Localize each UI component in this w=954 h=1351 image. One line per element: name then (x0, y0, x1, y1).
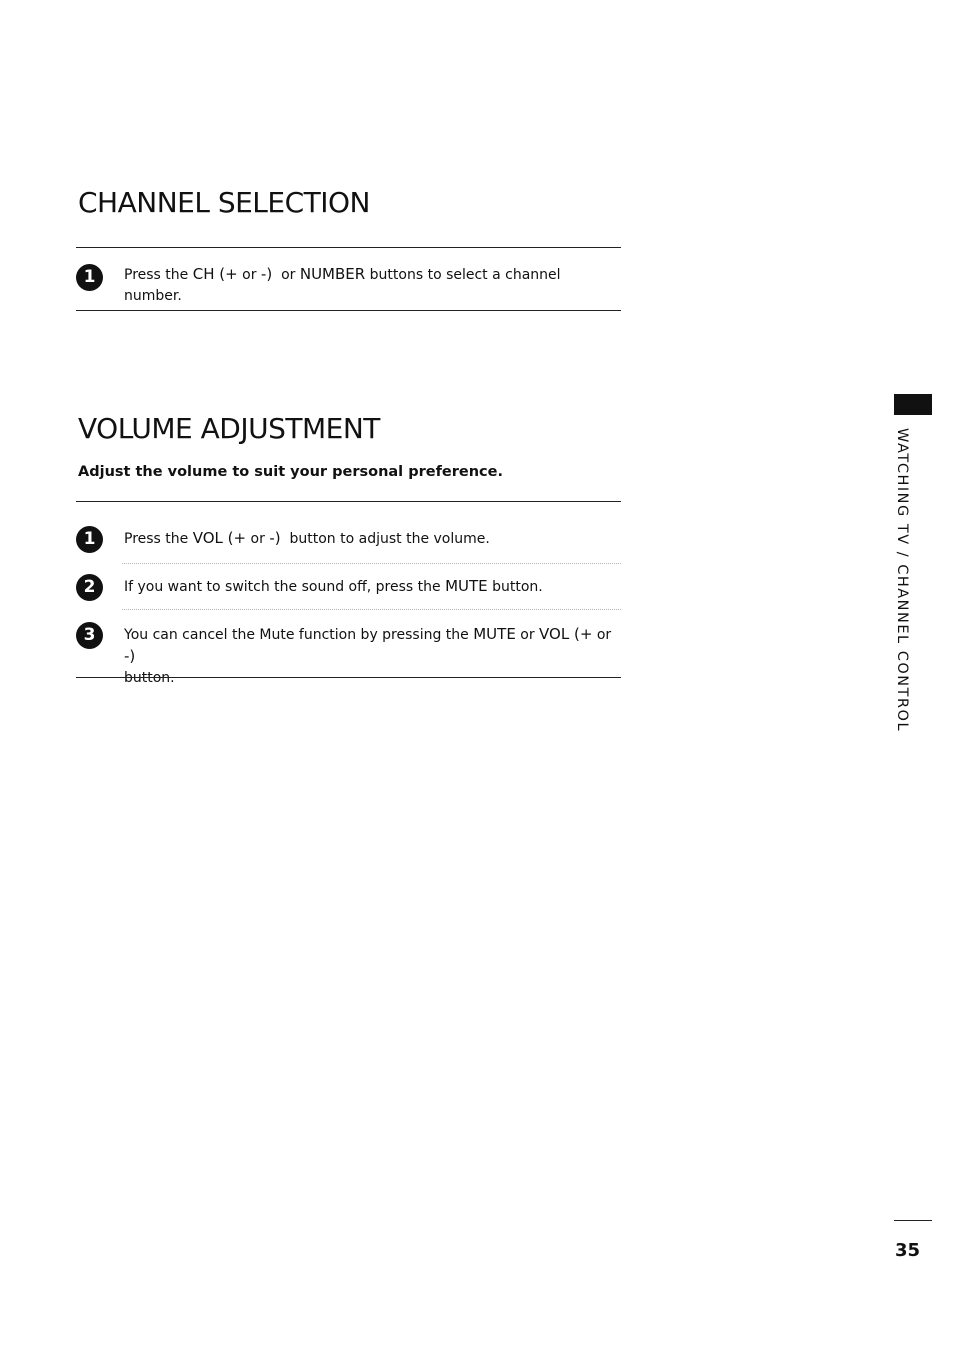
volume-step-1-text (124, 528, 616, 550)
step-text: Press the (124, 531, 193, 547)
step-number-badge: 1 (76, 526, 103, 553)
step-number-badge: 2 (76, 574, 103, 601)
step-text: or (272, 267, 300, 283)
vol-plus-key: VOL (+ (539, 625, 593, 643)
step-text: button. (124, 670, 175, 686)
volume-adjustment-subtitle: Adjust the volume to suit your personal preference. (78, 464, 503, 480)
vol-plus-key: VOL (+ (192, 529, 247, 547)
section-tab-marker (894, 394, 932, 415)
section-divider (76, 501, 621, 502)
step-text: button to adjust the volume. (280, 531, 490, 547)
page-number: 35 (894, 1240, 920, 1261)
minus-key: -) (124, 647, 136, 665)
step-number-badge: 1 (76, 264, 103, 291)
volume-step-3-text (124, 624, 616, 689)
step-number-badge: 3 (76, 622, 103, 649)
section-divider (76, 247, 621, 248)
step-text: or (592, 627, 612, 643)
step-divider (122, 609, 621, 610)
mute-key: MUTE (473, 625, 516, 643)
section-divider (76, 310, 621, 311)
step-divider (122, 563, 621, 564)
number-key: NUMBER (299, 265, 366, 283)
channel-selection-title: CHANNEL SELECTION (78, 186, 370, 219)
mute-key: MUTE (445, 577, 488, 595)
step-text: If you want to switch the sound off, press the (124, 579, 446, 595)
step-text: You can cancel the Mute function by pressing the (124, 627, 474, 643)
volume-step-2-text (124, 576, 616, 598)
minus-key: -) (269, 529, 281, 547)
step-text: or (237, 267, 261, 283)
minus-key: -) (260, 265, 273, 283)
step-text: button. (487, 579, 543, 595)
step-text: Press the (124, 267, 193, 283)
volume-adjustment-title: VOLUME ADJUSTMENT (78, 412, 380, 445)
sidebar-section-label: WATCHING TV / CHANNEL CONTROL (894, 428, 910, 733)
channel-step-1-text (124, 264, 616, 307)
step-text: or (515, 627, 540, 643)
footer-divider (894, 1220, 932, 1221)
step-text: or (246, 531, 270, 547)
ch-plus-key: CH (+ (192, 265, 238, 283)
step-text: buttons to select a channel number. (124, 267, 561, 304)
section-divider (76, 677, 621, 678)
